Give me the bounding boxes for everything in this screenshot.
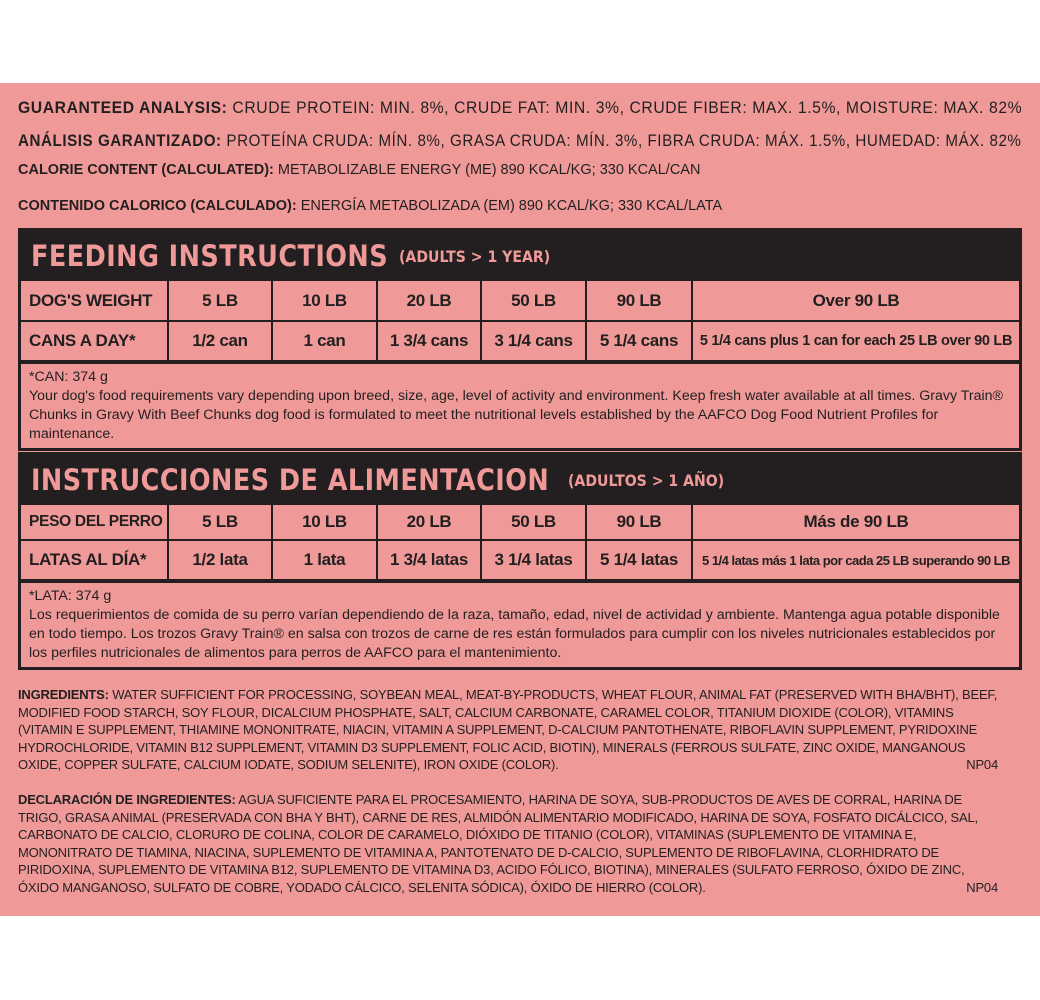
table-row-cans	[21, 321, 1019, 361]
table-cell: PESO DEL PERRO	[21, 505, 168, 540]
table-cell: 1 can	[272, 321, 377, 361]
guaranteed-analysis-en-text: CRUDE PROTEIN: MIN. 8%, CRUDE FAT: MIN. 3%, CRUDE FIBER: MAX. 1.5%, MOISTURE: MAX. 82%	[232, 99, 1023, 117]
table-cell: 1 lata	[272, 540, 377, 580]
ingredients-en	[18, 686, 998, 774]
feeding-note-en-text: Your dog's food requirements vary depending upon breed, size, age, level of activity and environment. Keep fresh water available at all times. Gravy Train® Chunks in Gravy With Beef Chunks dog food is formulated to meet the nutritional levels established by the AAFCO Dog Food Nutrient Profiles for maintenance.	[29, 388, 1003, 442]
pet-food-label-panel	[0, 83, 1040, 916]
table-cell: 3 1/4 latas	[481, 540, 586, 580]
feeding-note-en	[21, 362, 1019, 448]
ingredients-en-code: NP04	[966, 757, 998, 772]
ingredients-en-text: WATER SUFFICIENT FOR PROCESSING, SOYBEAN MEAL, MEAT-BY-PRODUCTS, WHEAT FLOUR, ANIMAL FAT (PRESERVED WITH BHA/BHT), BEEF, MODIFIED FOOD STARCH, SOY FLOUR, DICALCIUM PHOSPHATE, SALT, CALCIUM CARBONATE, CARAMEL COLOR, TITANIUM DIOXIDE (COLOR), VITAMINS (VITAMIN E SUPPLEMENT, THIAMINE MONONITRATE, NIACIN, VITAMIN A SUPPLEMENT, D-CALCIUM PANTOTHENATE, RIBOFLAVIN SUPPLEMENT, PYRIDOXINE HYDROCHLORIDE, VITAMIN B12 SUPPLEMENT, VITAMIN D3 SUPPLEMENT, FOLIC ACID, BIOTIN), MINERALS (FERROUS SULFATE, ZINC OXIDE, MANGANOUS OXIDE, COPPER SULFATE, CALCIUM IODATE, SODIUM SELENITE), IRON OXIDE (COLOR).	[18, 687, 998, 772]
table-cell: CANS A DAY*	[21, 321, 168, 361]
ingredients-es-code: NP04	[966, 879, 998, 895]
table-cell: 90 LB	[586, 281, 692, 321]
table-cell: 5 1/4 latas más 1 lata por cada 25 LB superando 90 LB	[692, 540, 1019, 580]
ingredients-en-label: INGREDIENTS:	[18, 687, 109, 702]
guaranteed-analysis-es	[18, 132, 1021, 151]
table-cell: Más de 90 LB	[692, 505, 1019, 540]
guaranteed-analysis-en	[18, 99, 1022, 118]
table-cell: 5 1/4 latas	[586, 540, 692, 580]
table-cell: 10 LB	[272, 505, 377, 540]
table-row-weight	[21, 281, 1019, 321]
feeding-note-es	[21, 581, 1019, 667]
feeding-instructions-es-header	[21, 455, 1019, 505]
calorie-content-en	[18, 162, 700, 178]
guaranteed-analysis-es-text: PROTEÍNA CRUDA: MÍN. 8%, GRASA CRUDA: MÍN. 3%, FIBRA CRUDA: MÁX. 1.5%, HUMEDAD: MÁX. 82%	[226, 132, 1022, 150]
table-row-cans	[21, 540, 1019, 580]
table-cell: 20 LB	[377, 281, 481, 321]
ingredients-es	[18, 791, 998, 896]
feeding-instructions-en	[18, 228, 1022, 451]
table-row-weight	[21, 505, 1019, 540]
table-cell: LATAS AL DÍA*	[21, 540, 168, 580]
can-size-note-en: *CAN: 374 g	[29, 369, 108, 385]
feeding-table-es	[21, 505, 1019, 581]
table-cell: Over 90 LB	[692, 281, 1019, 321]
feeding-instructions-es	[18, 452, 1022, 670]
table-cell: 1 3/4 cans	[377, 321, 481, 361]
table-cell: 50 LB	[481, 505, 586, 540]
table-cell: 5 1/4 cans	[586, 321, 692, 361]
table-cell: 1 3/4 latas	[377, 540, 481, 580]
table-cell: DOG'S WEIGHT	[21, 281, 168, 321]
calorie-content-es-text: ENERGÍA METABOLIZADA (EM) 890 KCAL/KG; 330 KCAL/LATA	[300, 198, 723, 214]
table-cell: 50 LB	[481, 281, 586, 321]
table-cell: 10 LB	[272, 281, 377, 321]
feeding-instructions-en-title: FEEDING INSTRUCTIONS	[31, 239, 389, 273]
calorie-content-es-label: CONTENIDO CALORICO (CALCULADO):	[18, 198, 297, 214]
can-size-note-es: *LATA: 374 g	[29, 588, 112, 604]
calorie-content-es	[18, 198, 722, 214]
table-cell: 3 1/4 cans	[481, 321, 586, 361]
guaranteed-analysis-en-label: GUARANTEED ANALYSIS:	[18, 99, 228, 117]
table-cell: 5 LB	[168, 281, 272, 321]
feeding-instructions-es-subtitle: (ADULTOS > 1 AÑO)	[567, 470, 724, 490]
table-cell: 1/2 lata	[168, 540, 272, 580]
guaranteed-analysis-es-label: ANÁLISIS GARANTIZADO:	[18, 132, 222, 150]
ingredients-es-label: DECLARACIÓN DE INGREDIENTES:	[18, 792, 236, 807]
table-cell: 20 LB	[377, 505, 481, 540]
feeding-instructions-es-title: INSTRUCCIONES DE ALIMENTACION	[31, 463, 550, 497]
ingredients-es-text: AGUA SUFICIENTE PARA EL PROCESAMIENTO, HARINA DE SOYA, SUB-PRODUCTOS DE AVES DE CORRAL, HARINA DE TRIGO, GRASA ANIMAL (PRESERVADA CON BHA Y BHT), CARNE DE RES, ALMIDÓN ALIMENTARIO MODIFICADO, HARINA DE SOYA, FOSFATO DICÁLCICO, SAL, CARBONATO DE CALCIO, CLORURO DE COLINA, COLOR DE CARAMELO, DIÓXIDO DE TITANIO (COLOR), VITAMINAS (SUPLEMENTO DE VITAMINA E, MONONITRATO DE TIAMINA, NIACINA, SUPLEMENTO DE VITAMINA A, PANTOTENATO DE D-CALCIO, SUPLEMENTO DE RIBOFLAVINA, CLORHIDRATO DE PIRIDOXINA, SUPLEMENTO DE VITAMINA B12, SUPLEMENTO DE VITAMINA D3, ACIDO FÓLICO, BIOTINA), MINERALES (SULFATO FERROSO, ÓXIDO DE ZINC, ÓXIDO MANGANOSO, SULFATO DE COBRE, YODADO CÁLCICO, SELENITA SÓDICA), ÓXIDO DE HIERRO (COLOR).	[18, 792, 978, 895]
feeding-instructions-en-header	[21, 231, 1019, 281]
calorie-content-en-text: METABOLIZABLE ENERGY (ME) 890 KCAL/KG; 330 KCAL/CAN	[277, 162, 701, 178]
table-cell: 1/2 can	[168, 321, 272, 361]
table-cell: 90 LB	[586, 505, 692, 540]
feeding-table-en	[21, 281, 1019, 362]
table-cell: 5 1/4 cans plus 1 can for each 25 LB over 90 LB	[692, 321, 1019, 361]
calorie-content-en-label: CALORIE CONTENT (CALCULATED):	[18, 162, 274, 178]
table-cell: 5 LB	[168, 505, 272, 540]
feeding-instructions-en-subtitle: (ADULTS > 1 YEAR)	[398, 246, 550, 266]
feeding-note-es-text: Los requerimientos de comida de su perro varían dependiendo de la raza, tamaño, edad, nivel de actividad y ambiente. Mantenga agua potable disponible en todo tiempo. Los trozos Gravy Train® en salsa con trozos de carne de res están formulados para cumplir con los niveles nutricionales establecidos por los perfiles nutricionales de alimentos para perros de AAFCO para el mantenimiento.	[29, 607, 1000, 661]
